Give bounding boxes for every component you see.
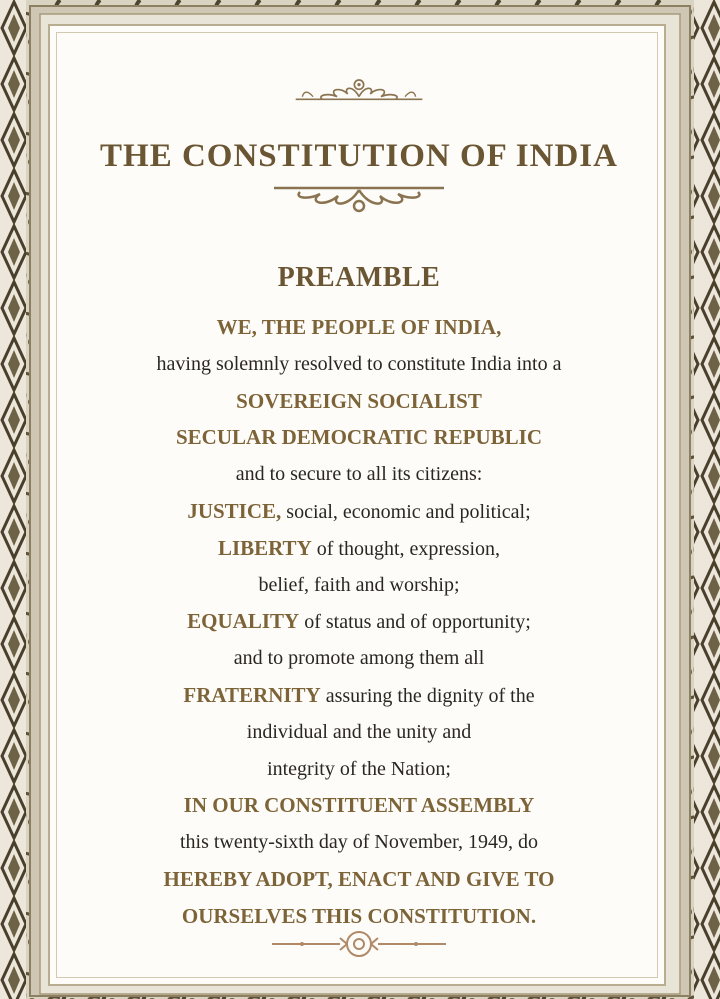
emphasis-text: WE, THE PEOPLE OF INDIA,	[216, 315, 502, 339]
emphasis-text: SECULAR DEMOCRATIC REPUBLIC	[176, 425, 542, 450]
emphasis-text: IN OUR CONSTITUENT ASSEMBLY	[183, 793, 535, 818]
preamble-text	[50, 309, 668, 935]
preamble-line	[50, 493, 668, 530]
preamble-line	[50, 787, 668, 824]
preamble-line	[50, 530, 668, 567]
preamble-line	[50, 640, 668, 677]
preamble-line	[50, 419, 668, 456]
preamble-line	[50, 346, 668, 383]
floral-ornament-icon	[50, 180, 668, 220]
body-text: this twenty-sixth day of November, 1949, do	[179, 831, 539, 854]
document-title: THE CONSTITUTION OF INDIA	[100, 138, 618, 174]
preamble-line	[50, 714, 668, 751]
preamble-line	[50, 383, 668, 420]
preamble-line	[50, 309, 668, 346]
emphasis-text: SOVEREIGN SOCIALIST	[236, 388, 482, 413]
preamble-line	[50, 677, 668, 714]
preamble-line	[50, 567, 668, 604]
body-text: of status and of opportunity;	[299, 611, 531, 634]
floral-ornament-icon	[50, 70, 668, 110]
preamble-line	[50, 861, 668, 898]
body-text: individual and the unity and	[246, 720, 472, 743]
body-text: having solemnly resolved to constitute India into a	[156, 352, 562, 375]
preamble-panel	[48, 24, 666, 986]
emphasis-text: EQUALITY	[187, 609, 300, 634]
floral-divider-icon	[50, 926, 668, 962]
emphasis-text: LIBERTY	[217, 535, 312, 560]
preamble-line	[50, 751, 668, 788]
body-text: assuring the dignity of the	[320, 684, 535, 707]
emphasis-text: HEREBY ADOPT, ENACT AND GIVE TO	[163, 866, 555, 891]
preamble-heading: PREAMBLE	[277, 262, 441, 293]
emphasis-text: JUSTICE,	[187, 498, 282, 523]
preamble-line	[50, 603, 668, 640]
emphasis-text: OURSELVES THIS CONSTITUTION.	[181, 903, 537, 928]
body-text: social, economic and political;	[281, 500, 531, 523]
body-text: and to promote among them all	[233, 647, 485, 670]
preamble-line	[50, 824, 668, 861]
body-text: integrity of the Nation;	[267, 757, 451, 780]
body-text: of thought, expression,	[311, 537, 501, 560]
preamble-line	[50, 456, 668, 493]
body-text: and to secure to all its citizens:	[235, 463, 483, 486]
body-text: belief, faith and worship;	[258, 573, 460, 596]
emphasis-text: FRATERNITY	[183, 682, 321, 707]
